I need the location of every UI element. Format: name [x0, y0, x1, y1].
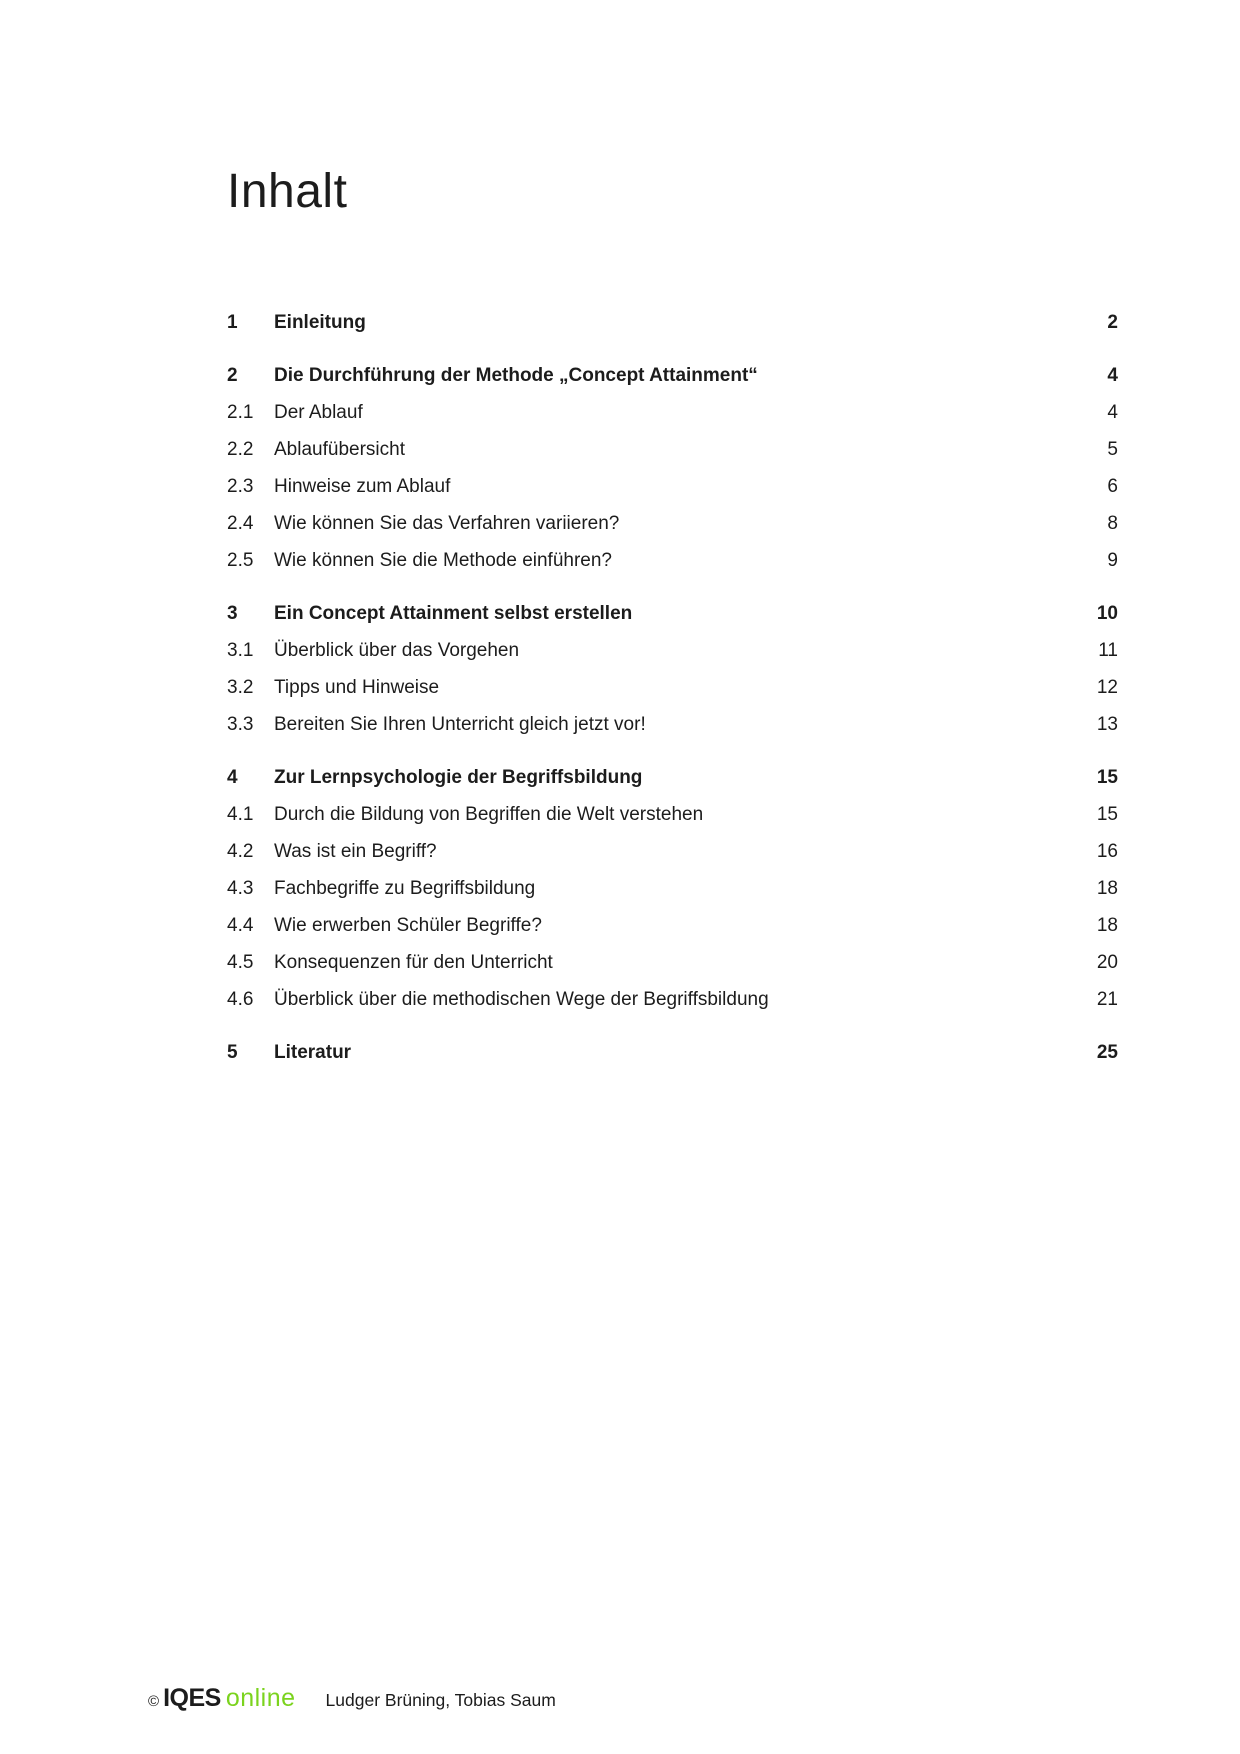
toc-entry-title: Durch die Bildung von Begriffen die Welt verstehen [274, 804, 704, 825]
toc-entry-title: Zur Lernpsychologie der Begriffsbildung [274, 767, 643, 788]
brand-logo-online: online [225, 1684, 296, 1712]
toc-entry-page-number: 20 [1096, 952, 1118, 973]
toc-entry-title: Fachbegriffe zu Begriffsbildung [274, 878, 536, 899]
toc-entry-title: Überblick über die methodischen Wege der Begriffsbildung [274, 989, 769, 1010]
toc-entry-number: 1 [227, 312, 238, 333]
toc-entry-3.1[interactable] [227, 632, 1118, 669]
toc-list [227, 304, 1118, 1071]
toc-entry-page-number: 21 [1096, 989, 1118, 1010]
toc-entry-page-number: 9 [1107, 550, 1118, 571]
toc-entry-title: Hinweise zum Ablauf [274, 476, 451, 497]
toc-entry-4.6[interactable] [227, 981, 1118, 1018]
toc-entry-page-number: 6 [1107, 476, 1118, 497]
toc-entry-number: 3 [227, 603, 238, 624]
toc-entry-page-number: 25 [1096, 1042, 1118, 1063]
toc-entry-page-number: 4 [1107, 402, 1118, 423]
toc-entry-page-number: 16 [1096, 841, 1118, 862]
toc-entry-5[interactable] [227, 1034, 1118, 1071]
toc-entry-title: Ablaufübersicht [274, 439, 405, 460]
toc-entry-title: Tipps und Hinweise [274, 677, 440, 698]
toc-entry-title: Ein Concept Attainment selbst erstellen [274, 603, 633, 624]
toc-entry-number: 2 [227, 365, 238, 386]
toc-entry-2[interactable] [227, 357, 1118, 394]
toc-entry-number: 4.5 [227, 952, 254, 973]
toc-entry-page-number: 5 [1107, 439, 1118, 460]
toc-entry-page-number: 10 [1096, 603, 1118, 624]
toc-entry-page-number: 12 [1096, 677, 1118, 698]
toc-entry-4.2[interactable] [227, 833, 1118, 870]
toc-entry-title: Die Durchführung der Methode „Concept Attainment“ [274, 365, 758, 386]
toc-entry-1[interactable] [227, 304, 1118, 341]
toc-entry-page-number: 4 [1107, 365, 1118, 386]
toc-entry-4[interactable] [227, 759, 1118, 796]
toc-entry-number: 2.4 [227, 513, 254, 534]
toc-entry-number: 4.3 [227, 878, 254, 899]
toc-entry-page-number: 18 [1096, 878, 1118, 899]
toc-entry-number: 4.2 [227, 841, 254, 862]
toc-entry-4.5[interactable] [227, 944, 1118, 981]
toc-entry-number: 3.1 [227, 640, 254, 661]
toc-entry-page-number: 2 [1107, 312, 1118, 333]
copyright-icon: © [148, 1693, 160, 1710]
toc-entry-number: 4.1 [227, 804, 254, 825]
toc-entry-number: 4.4 [227, 915, 254, 936]
page-footer [148, 1684, 556, 1713]
toc-entry-number: 2.1 [227, 402, 254, 423]
toc-entry-2.4[interactable] [227, 505, 1118, 542]
toc-entry-number: 5 [227, 1042, 238, 1063]
toc-entry-number: 2.5 [227, 550, 254, 571]
toc-entry-page-number: 13 [1096, 714, 1118, 735]
toc-entry-3.3[interactable] [227, 706, 1118, 743]
toc-entry-title: Überblick über das Vorgehen [274, 640, 520, 661]
toc-entry-4.4[interactable] [227, 907, 1118, 944]
toc-entry-3[interactable] [227, 595, 1118, 632]
toc-entry-2.5[interactable] [227, 542, 1118, 579]
toc-entry-title: Konsequenzen für den Unterricht [274, 952, 553, 973]
toc-entry-page-number: 11 [1098, 640, 1118, 661]
page-title: Inhalt [227, 165, 348, 218]
toc-entry-number: 4.6 [227, 989, 254, 1010]
toc-entry-number: 3.2 [227, 677, 254, 698]
toc-entry-2.3[interactable] [227, 468, 1118, 505]
toc-entry-2.2[interactable] [227, 431, 1118, 468]
toc-entry-title: Was ist ein Begriff? [274, 841, 437, 862]
footer-authors: Ludger Brüning, Tobias Saum [325, 1690, 556, 1710]
toc-entry-number: 4 [227, 767, 238, 788]
toc-entry-title: Literatur [274, 1042, 352, 1063]
brand-logo-iqes: IQES [163, 1684, 221, 1712]
toc-entry-3.2[interactable] [227, 669, 1118, 706]
toc-entry-4.1[interactable] [227, 796, 1118, 833]
toc-entry-title: Wie erwerben Schüler Begriffe? [274, 915, 542, 936]
toc-entry-number: 2.2 [227, 439, 254, 460]
toc-entry-4.3[interactable] [227, 870, 1118, 907]
toc-entry-number: 2.3 [227, 476, 254, 497]
toc-entry-title: Bereiten Sie Ihren Unterricht gleich jetzt vor! [274, 714, 646, 735]
toc-entry-title: Der Ablauf [274, 402, 363, 423]
toc-entry-number: 3.3 [227, 714, 254, 735]
toc-entry-page-number: 15 [1096, 804, 1118, 825]
toc-entry-title: Wie können Sie das Verfahren variieren? [274, 513, 620, 534]
toc-entry-title: Wie können Sie die Methode einführen? [274, 550, 613, 571]
toc-entry-2.1[interactable] [227, 394, 1118, 431]
toc-entry-page-number: 8 [1107, 513, 1118, 534]
toc-entry-page-number: 15 [1096, 767, 1118, 788]
toc-entry-title: Einleitung [274, 312, 366, 333]
toc-entry-page-number: 18 [1096, 915, 1118, 936]
